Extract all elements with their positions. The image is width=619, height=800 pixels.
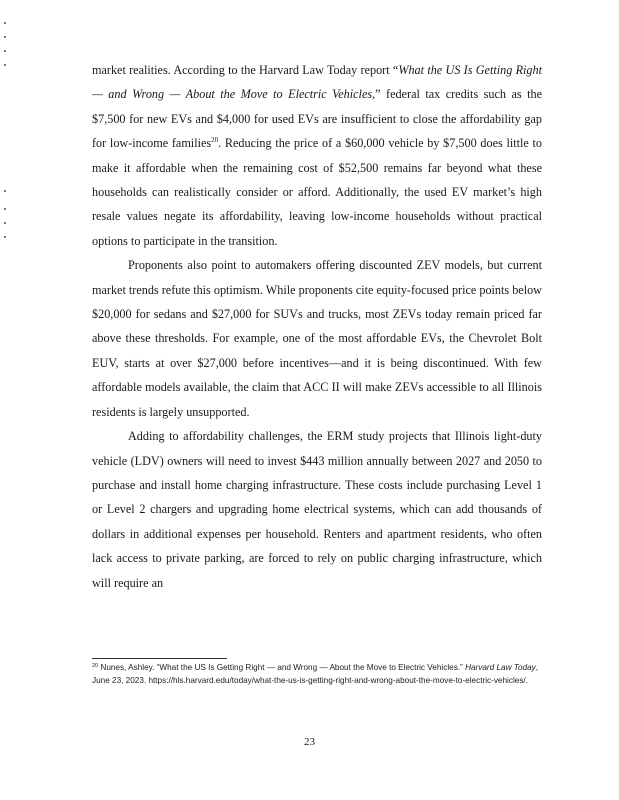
- paragraph-text: ” federal tax credits such as the $7,500 for new EVs and $4,000 for used EVs are insufficient to close the affordability gap for low-income families: [92, 87, 542, 151]
- margin-mark: [4, 36, 6, 38]
- paragraph-text: . Reducing the price of a $60,000 vehicle by $7,500 does little to make it affordable when the remaining cost of $52,500 remains far beyond what these households can realistically consider or afford. Additionally, the used EV market’s high resale values negate its affordability, leaving low-income households without practical options to participate in the transition.: [92, 136, 542, 248]
- margin-mark: [4, 208, 6, 210]
- footnote-number: 20: [92, 663, 99, 669]
- page-number: 23: [304, 736, 315, 748]
- paragraph-3: Adding to affordability challenges, the ERM study projects that Illinois light-duty vehicle (LDV) owners will need to invest $443 million annually between 2027 and 2050 to purchase and install home charging infrastructure. These costs include purchasing Level 1 or Level 2 chargers and upgrading home electrical systems, which can add thousands of dollars in additional expenses per household. Renters and apartment residents, who often lack access to private parking, are forced to rely on public charging infrastructure, which will require an: [92, 429, 542, 590]
- footnote-reference[interactable]: 20: [211, 136, 219, 145]
- body-text: [92, 58, 542, 595]
- margin-mark: [4, 190, 6, 192]
- paragraph-text: market realities. According to the Harvard Law Today report “: [92, 63, 399, 77]
- margin-mark: [4, 22, 6, 24]
- margin-mark: [4, 236, 6, 238]
- footnote-divider: [92, 658, 227, 659]
- margin-mark: [4, 64, 6, 66]
- paragraph-2: Proponents also point to automakers offering discounted ZEV models, but current market trends refute this optimism. While proponents cite equity-focused price points below $20,000 for sedans and $27,000 for SUVs and trucks, most ZEVs today remain priced far above these thresholds. For example, one of the most affordable EVs, the Chevrolet Bolt EUV, starts at over $27,000 before incentives—and it is being discontinued. With few affordable models available, the claim that ACC II will make ZEVs accessible to all Illinois residents is largely unsupported.: [92, 258, 542, 419]
- report-title: What the US Is Getting Right — and Wrong — About the Move to Electric Vehicles,: [92, 63, 543, 102]
- footnote-url[interactable]: , June 23, 2023. https://hls.harvard.edu/today/what-the-us-is-getting-right-and-wrong-about-the-move-to-electric-vehicles/.: [92, 663, 539, 685]
- margin-mark: [4, 222, 6, 224]
- footnote-20: [92, 662, 544, 687]
- footnote-text: Nunes, Ashley. “What the US Is Getting Right — and Wrong — About the Move to Electric Vehicles.”: [98, 663, 466, 672]
- paragraph-1: [92, 58, 542, 253]
- footnote-publication: Harvard Law Today: [465, 663, 536, 672]
- margin-mark: [4, 50, 6, 52]
